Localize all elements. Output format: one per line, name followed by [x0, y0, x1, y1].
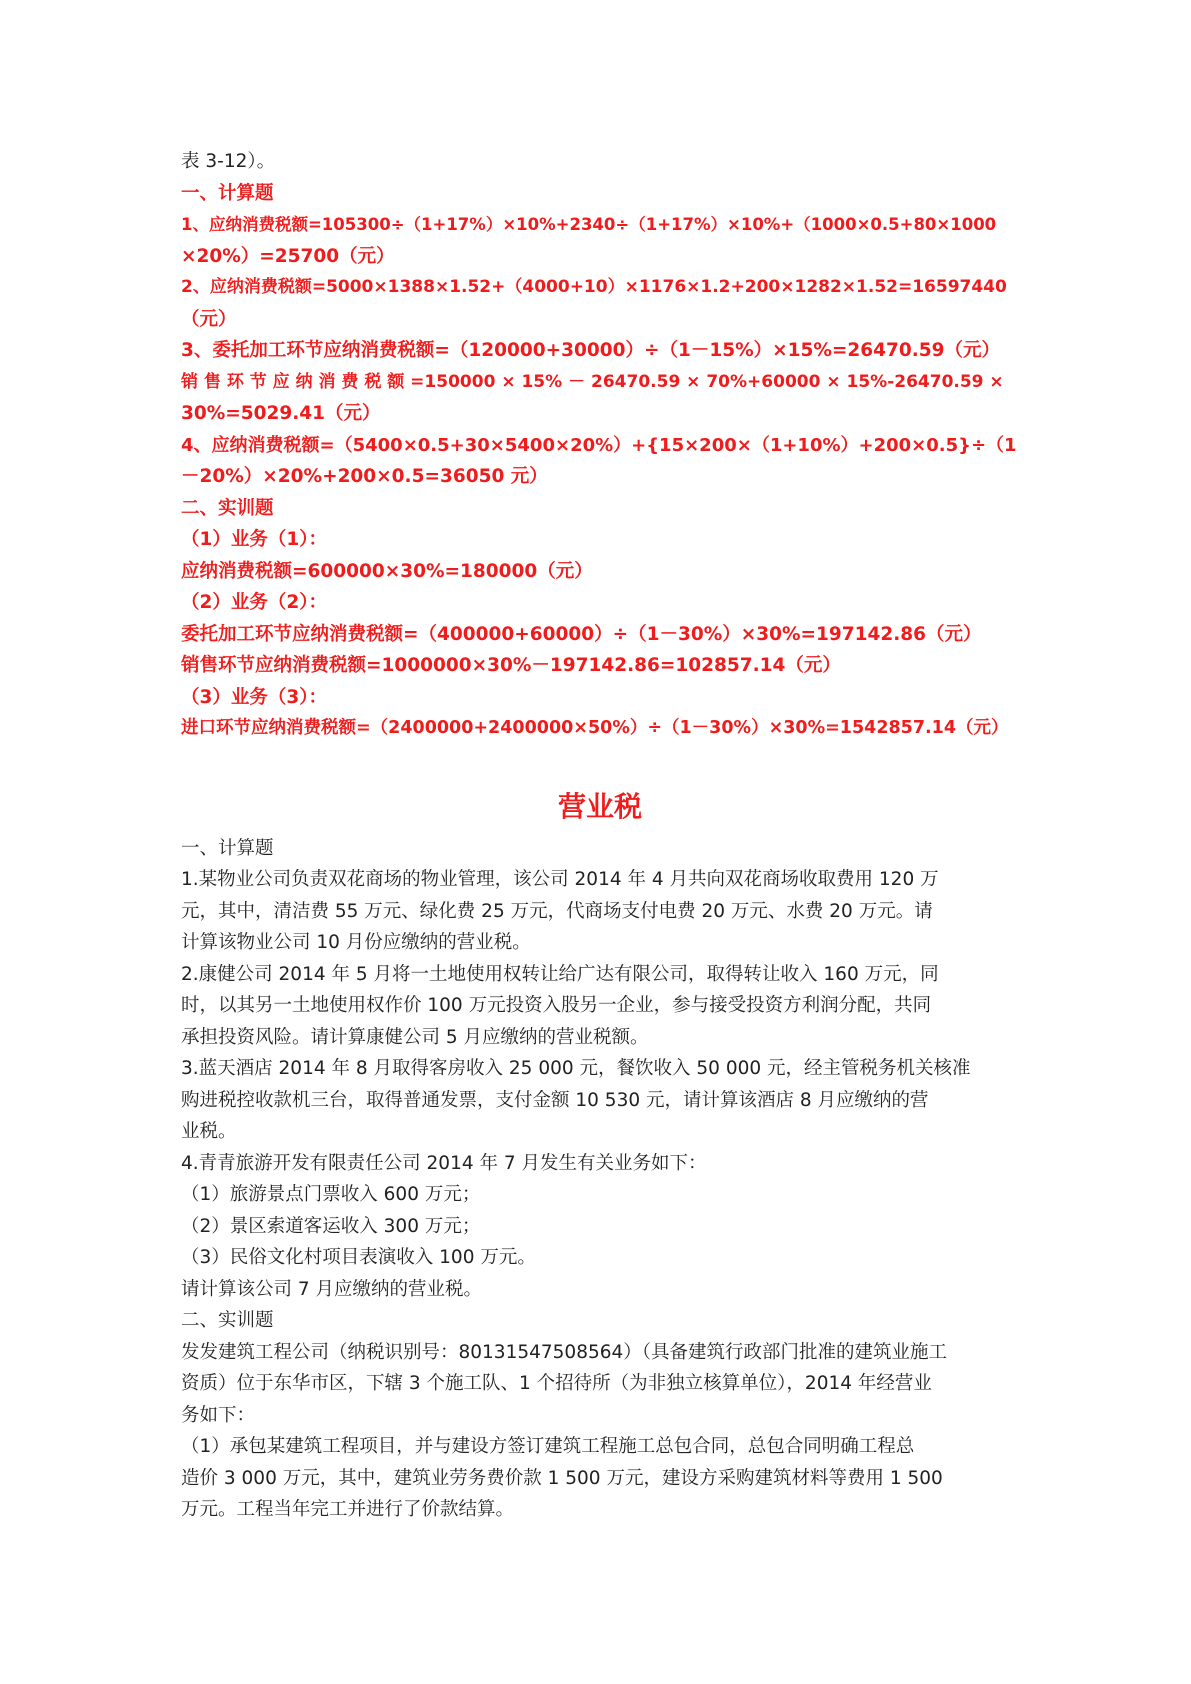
bt-case-item-1-line-2: 造价 3 000 万元，其中，建筑业劳务费价款 1 500 万元，建设方采购建筑材料等费用 1 500: [181, 1467, 943, 1489]
section-heading-calculation: 一、计算题: [181, 182, 274, 204]
bt-problem-1-line-1: 1.某物业公司负责双花商场的物业管理，该公司 2014 年 4 月共向双花商场收取费用 120 万: [181, 869, 939, 890]
section-title-business-tax: 营业税: [557, 789, 642, 823]
bt-problem-4-intro: 4.青青旅游开发有限责任公司 2014 年 7 月发生有关业务如下：: [181, 1152, 707, 1174]
answer-1-line-1: 1、应纳消费税额=105300÷（1+17%）×10%+2340÷（1+17%）×10%+（1000×0.5+80×1000: [181, 215, 997, 234]
bt-problem-4-item-2: （2）景区索道客运收入 300 万元；: [181, 1215, 481, 1237]
answer-3-line-2: 销 售 环 节 应 纳 消 费 税 额 =150000 × 15% － 26470.59 × 70%+60000 × 15%-26470.59 ×: [181, 371, 1004, 392]
answer-1-line-2: ×20%）=25700（元）: [181, 245, 395, 267]
bt-problem-1-line-2: 元，其中，清洁费 55 万元、绿化费 25 万元，代商场支付电费 20 万元、水费 20 万元。请: [181, 900, 933, 922]
section-heading-practice: 二、实训题: [181, 497, 274, 519]
bt-problem-2-line-3: 承担投资风险。请计算康健公司 5 月应缴纳的营业税额。: [181, 1026, 649, 1048]
bt-case-line-2: 资质）位于东华市区，下辖 3 个施工队、1 个招待所（为非独立核算单位），2014 年经营业: [181, 1373, 932, 1394]
business-2-answer-2: 销售环节应纳消费税额=1000000×30%－197142.86=102857.14（元）: [181, 655, 841, 676]
bt-problem-3-line-3: 业税。: [181, 1121, 237, 1142]
answer-4-line-2: －20%）×20%+200×0.5=36050 元）: [181, 466, 548, 487]
bt-problem-2-line-2: 时，以其另一土地使用权作价 100 万元投资入股另一企业，参与接受投资方利润分配，共同: [181, 995, 932, 1016]
business-2-heading: （2）业务（2）：: [181, 592, 327, 613]
bt-problem-4-item-1: （1）旅游景点门票收入 600 万元；: [181, 1184, 481, 1205]
answer-2-line-2: （元）: [181, 308, 237, 330]
answer-3-line-1: 3、委托加工环节应纳消费税额=（120000+30000）÷（1－15%）×15%=26470.59（元）: [181, 340, 1001, 361]
bt-problem-3-line-1: 3.蓝天酒店 2014 年 8 月取得客房收入 25 000 元，餐饮收入 50 000 元，经主管税务机关核准: [181, 1058, 971, 1079]
bt-problem-3-line-2: 购进税控收款机三台，取得普通发票，支付金额 10 530 元，请计算该酒店 8 月应缴纳的营: [181, 1089, 929, 1111]
document-page: [181, 146, 1019, 1526]
bt-problem-1-line-3: 计算该物业公司 10 月份应缴纳的营业税。: [181, 932, 531, 953]
bt-problem-2-line-1: 2.康健公司 2014 年 5 月将一土地使用权转让给广达有限公司，取得转让收入 160 万元，同: [181, 963, 939, 985]
bt-section-heading-practice: 二、实训题: [181, 1310, 274, 1331]
bt-problem-4-item-3: （3）民俗文化村项目表演收入 100 万元。: [181, 1247, 536, 1268]
business-1-heading: （1）业务（1）：: [181, 529, 327, 550]
business-2-answer-1: 委托加工环节应纳消费税额=（400000+60000）÷（1－30%）×30%=197142.86（元）: [181, 623, 982, 645]
bt-case-line-3: 务如下：: [181, 1404, 256, 1426]
bt-case-item-1-line-1: （1）承包某建筑工程项目，并与建设方签订建筑工程施工总包合同，总包合同明确工程总: [181, 1436, 915, 1457]
bt-case-line-1: 发发建筑工程公司（纳税识别号：80131547508564）（具备建筑行政部门批准的建筑业施工: [181, 1341, 948, 1363]
answer-3-line-3: 30%=5029.41（元）: [181, 403, 381, 424]
bt-problem-4-question: 请计算该公司 7 月应缴纳的营业税。: [181, 1278, 483, 1300]
answer-4-line-1: 4、应纳消费税额=（5400×0.5+30×5400×20%）+{15×200×（1+10%）+200×0.5}÷（1: [181, 434, 1017, 456]
business-3-heading: （3）业务（3）：: [181, 686, 327, 708]
bt-case-item-1-line-3: 万元。工程当年完工并进行了价款结算。: [181, 1499, 515, 1520]
table-reference-line: 表 3-12）。: [181, 151, 276, 172]
bt-section-heading-calculation: 一、计算题: [181, 837, 274, 859]
business-3-answer: 进口环节应纳消费税额=（2400000+2400000×50%）÷（1－30%）×30%=1542857.14（元）: [181, 718, 1009, 738]
business-1-answer: 应纳消费税额=600000×30%=180000（元）: [181, 560, 593, 582]
answer-2-line-1: 2、应纳消费税额=5000×1388×1.52+（4000+10）×1176×1.2+200×1282×1.52=16597440: [181, 277, 1007, 297]
